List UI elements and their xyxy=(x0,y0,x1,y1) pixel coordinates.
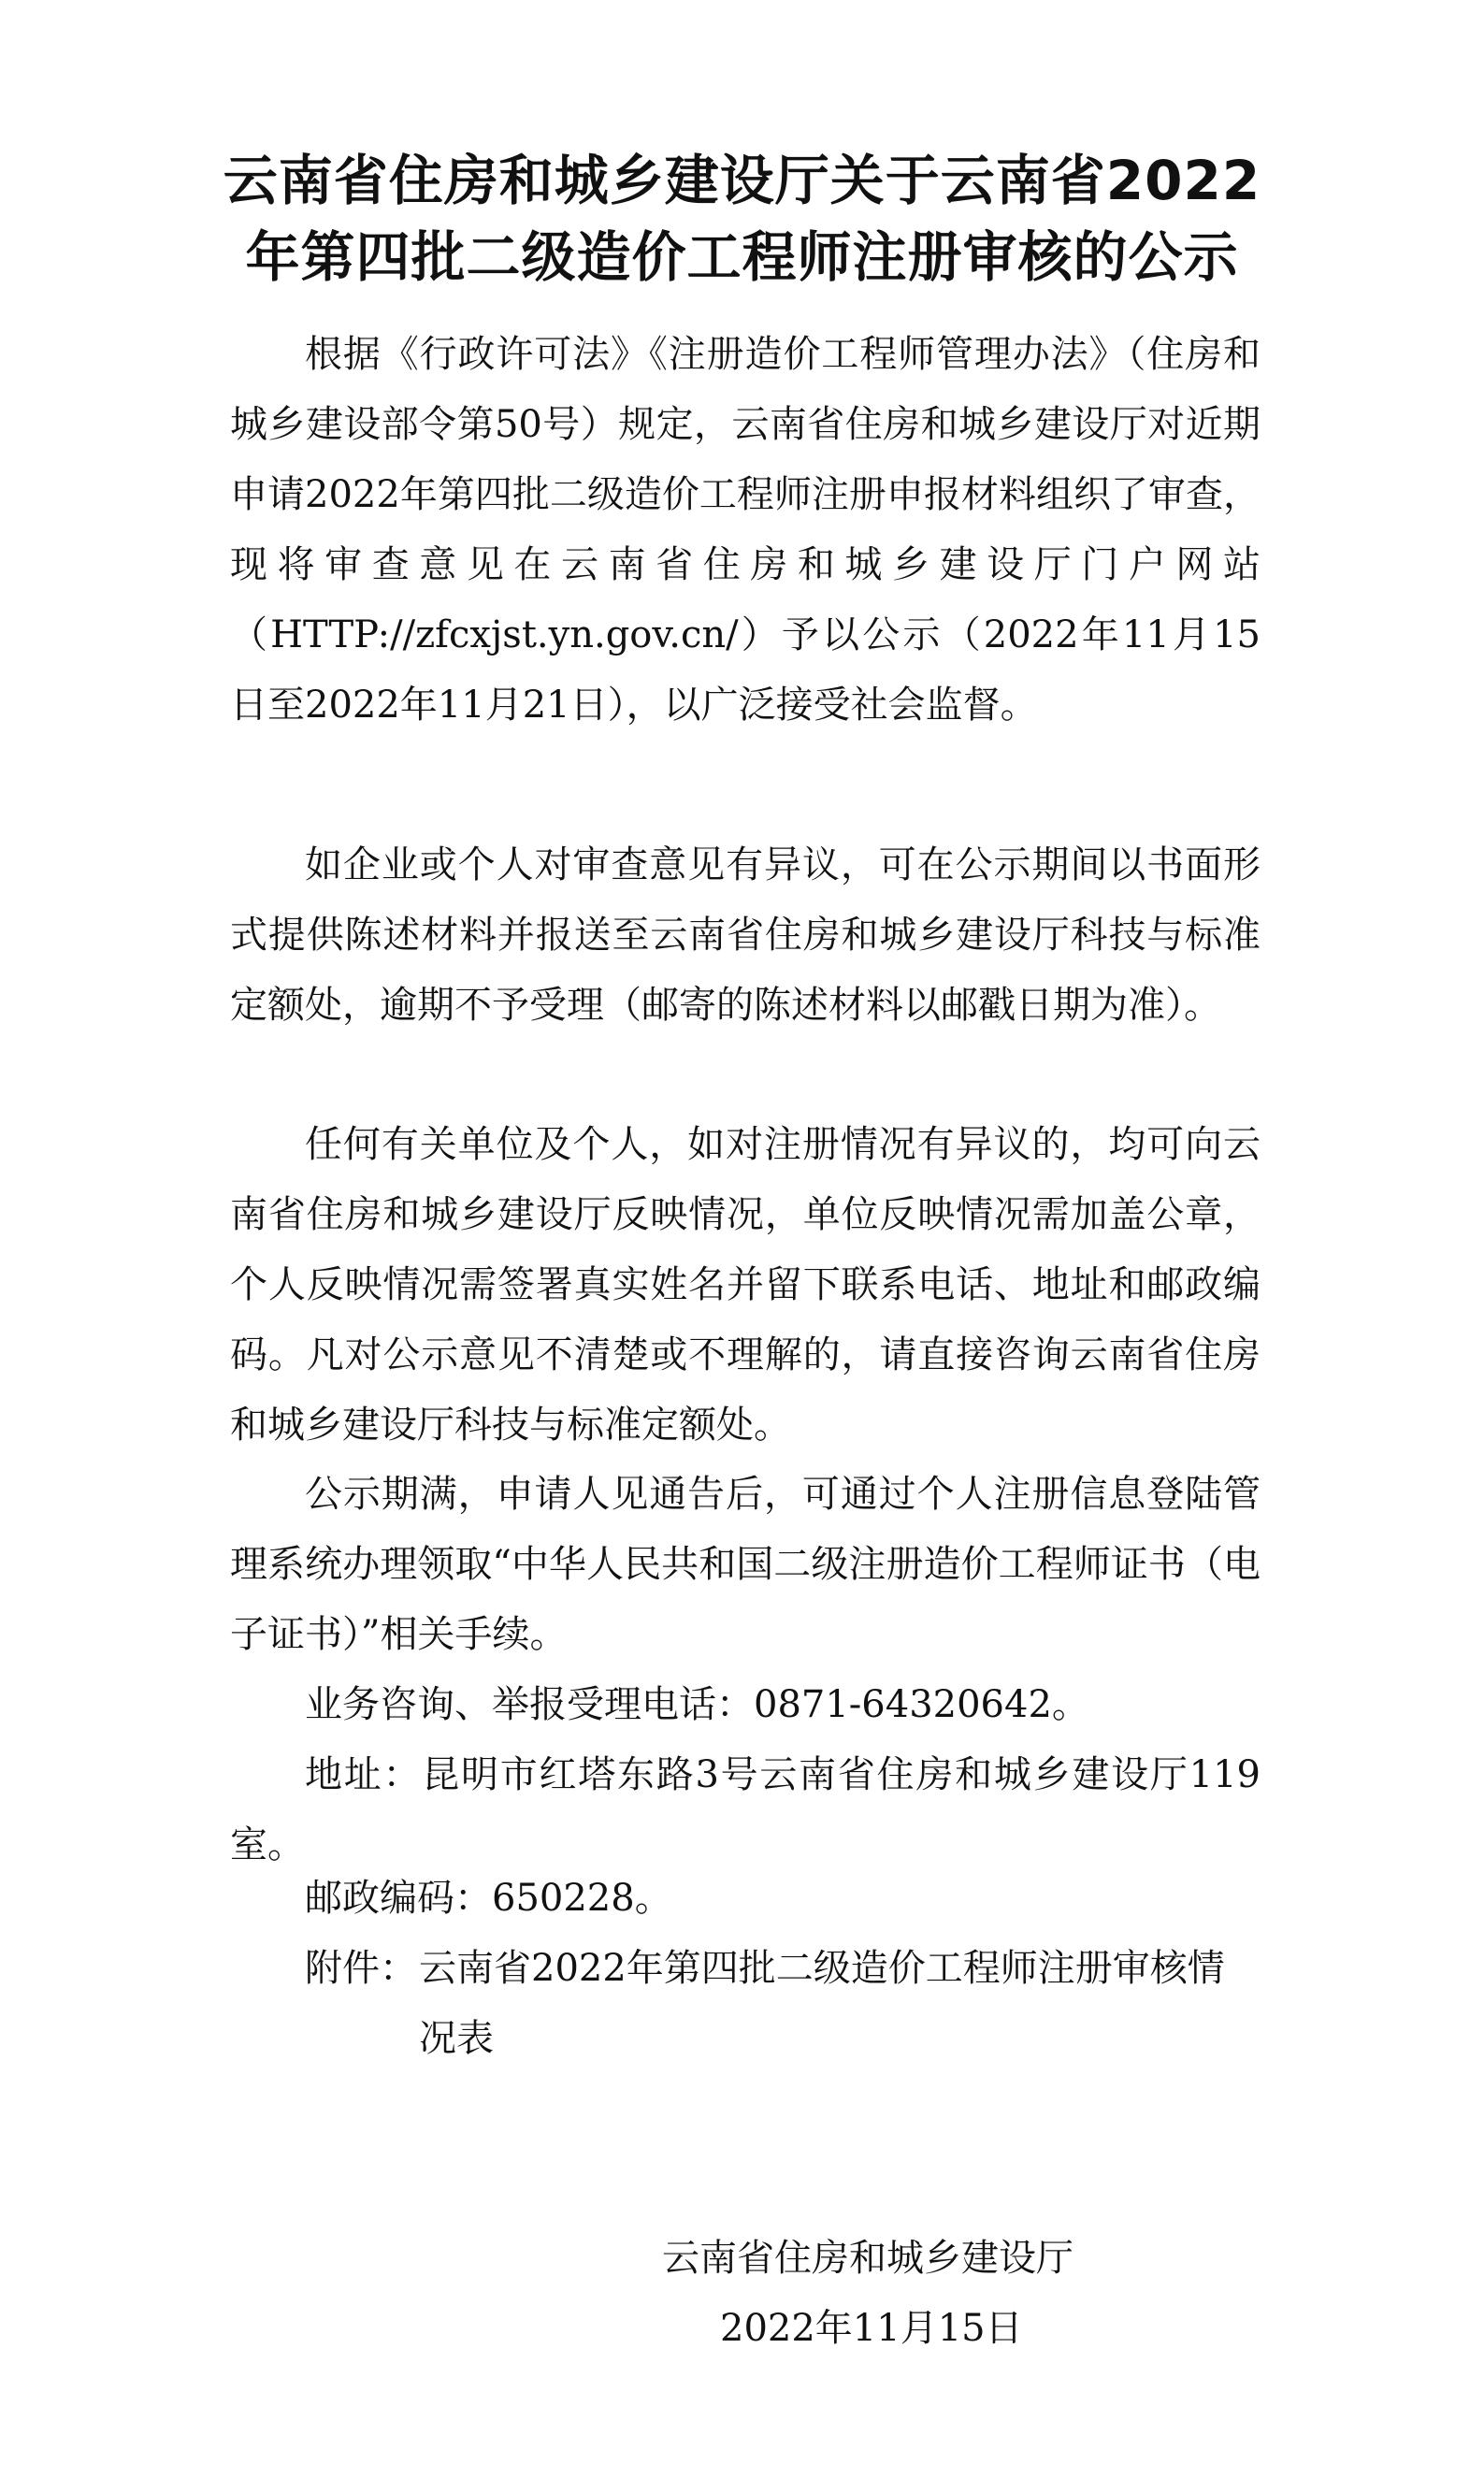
title-line-1: 云南省住房和城乡建设厅关于云南省2022 xyxy=(223,149,1261,212)
paragraph-report: 任何有关单位及个人，如对注册情况有异议的，均可向云南省住房和城乡建设厅反映情况，单位反映情况需加盖公章，个人反映情况需签署真实姓名并留下联系电话、地址和邮政编码。凡对公示意见不清楚或不理解的，请直接咨询云南省住房和城乡建设厅科技与标准定额处。 xyxy=(230,1123,1261,1447)
title-line-2: 年第四批二级造价工程师注册审核的公示 xyxy=(245,225,1239,289)
attachment-link[interactable]: 云南省2022年第四批二级造价工程师注册审核情况表 xyxy=(419,1947,1225,2060)
postcode-text: 邮政编码：650228。 xyxy=(305,1877,672,1920)
attachment-label: 附件： xyxy=(305,1947,417,1990)
hotline-text: 业务咨询、举报受理电话：0871-64320642。 xyxy=(305,1683,1089,1726)
paragraph-certificate: 公示期满，申请人见通告后，可通过个人注册信息登陆管理系统办理领取“中华人民共和国二级注册造价工程师证书（电子证书）”相关手续。 xyxy=(230,1473,1261,1656)
signer-organization: 云南省住房和城乡建设厅 xyxy=(662,2237,1073,2280)
signature-date: 2022年11月15日 xyxy=(720,2307,1023,2350)
address-text: 地址：昆明市红塔东路3号云南省住房和城乡建设厅119室。 xyxy=(230,1753,1261,1866)
paragraph-objection: 如企业或个人对审查意见有异议，可在公示期间以书面形式提供陈述材料并报送至云南省住房和城乡建设厅科技与标准定额处，逾期不予受理（邮寄的陈述材料以邮戳日期为准）。 xyxy=(230,843,1261,1027)
paragraph-legal-basis: 根据《行政许可法》《注册造价工程师管理办法》（住房和城乡建设部令第50号）规定，云南省住房和城乡建设厅对近期申请2022年第四批二级造价工程师注册申报材料组织了审查，现将审查意见在云南省住房和城乡建设厅门户网站（HTTP://zfcxjst.yn.gov.cn/）予以公示（2022年11月15日至2022年11月21日），以广泛接受社会监督。 xyxy=(230,333,1261,727)
document-title xyxy=(206,142,1278,295)
